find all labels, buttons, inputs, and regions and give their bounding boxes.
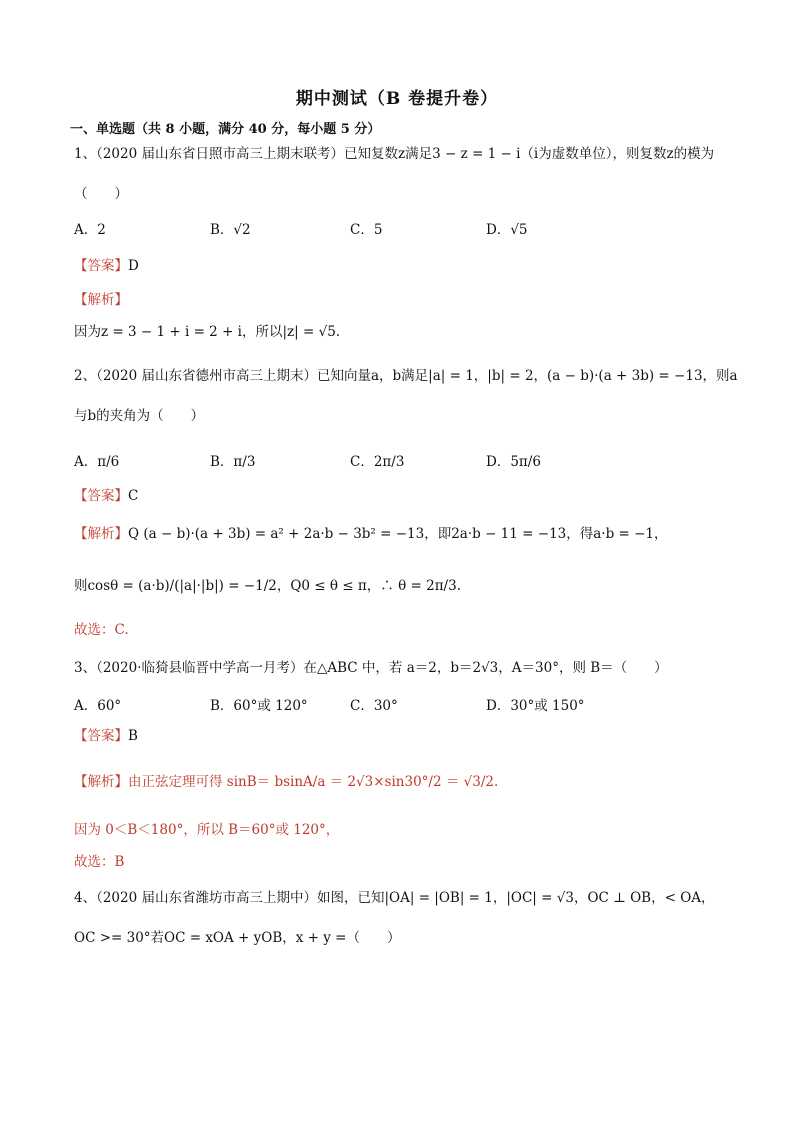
analysis-text: 由正弦定理可得 sinB＝ bsinA/a ＝ 2√3×sin30°/2 ＝ √3/2. (128, 774, 499, 790)
q3-option-a: A．60° (74, 698, 122, 714)
q2-stem: 2、（2020 届山东省德州市高三上期末）已知向量a，b满足|a| = 1，|b| = 2，(a − b)·(a + 3b) = −13，则a (74, 368, 738, 384)
q2-option-b: B．π/3 (210, 454, 256, 470)
analysis-text: Q (a − b)·(a + 3b) = a² + 2a·b − 3b² = −13，即2a·b − 11 = −13，得a·b = −1， (128, 526, 668, 542)
answer-value: B (128, 728, 138, 744)
q4-stem-cont: OC >= 30°若OC = xOA + yOB，x + y =（ ） (74, 930, 401, 946)
answer-label: 【答案】 (74, 728, 128, 744)
q3-stem: 3、（2020·临猗县临晋中学高一月考）在△ABC 中，若 a＝2，b＝2√3，A＝30°，则 B＝（ ） (74, 660, 668, 676)
q2-answer (74, 486, 138, 506)
q3-conclusion: 故选：B (74, 854, 125, 870)
q1-answer (74, 256, 139, 276)
answer-label: 【答案】 (74, 258, 128, 274)
analysis-label: 【解析】 (74, 526, 128, 542)
q3-line2: 因为 0＜B＜180°，所以 B＝60°或 120°， (74, 822, 340, 838)
q2-stem-cont: 与b的夹角为（ ） (74, 408, 205, 424)
q1-option-c: C．5 (350, 222, 383, 238)
q2-option-a: A．π/6 (74, 454, 120, 470)
q3-analysis (74, 772, 498, 792)
q3-answer (74, 726, 138, 746)
answer-value: D (128, 258, 139, 274)
q4-stem: 4、（2020 届山东省潍坊市高三上期中）如图，已知|OA| = |OB| = 1，|OC| = √3，OC ⊥ OB，< OA， (74, 890, 715, 906)
answer-label: 【答案】 (74, 488, 128, 504)
q3-option-b: B．60°或 120° (210, 698, 308, 714)
q2-conclusion: 故选：C. (74, 622, 129, 638)
q2-analysis-line2: 则cosθ = (a·b)/(|a|·|b|) = −1/2，Q0 ≤ θ ≤ π，∴ θ = 2π/3. (74, 578, 461, 594)
q3-option-c: C．30° (350, 698, 398, 714)
q1-stem-paren: （ ） (74, 186, 128, 202)
page-title: 期中测试（B 卷提升卷） (295, 89, 499, 109)
analysis-label: 【解析】 (74, 774, 128, 790)
q2-option-d: D．5π/6 (486, 454, 541, 470)
q2-analysis (74, 524, 668, 544)
q1-option-b: B．√2 (210, 222, 251, 238)
q1-analysis: 因为z = 3 − 1 + i = 2 + i，所以|z| = √5. (74, 324, 341, 340)
q1-option-a: A．2 (74, 222, 106, 238)
q3-option-d: D．30°或 150° (486, 698, 585, 714)
answer-value: C (128, 488, 139, 504)
q1-analysis-label: 【解析】 (74, 292, 128, 308)
section-heading: 一、单选题（共 8 小题，满分 40 分，每小题 5 分） (70, 122, 381, 137)
q1-option-d: D．√5 (486, 222, 528, 238)
q1-stem: 1、（2020 届山东省日照市高三上期末联考）已知复数z满足3 − z = 1 − i（i为虚数单位），则复数z的模为 (74, 146, 715, 162)
q2-option-c: C．2π/3 (350, 454, 405, 470)
